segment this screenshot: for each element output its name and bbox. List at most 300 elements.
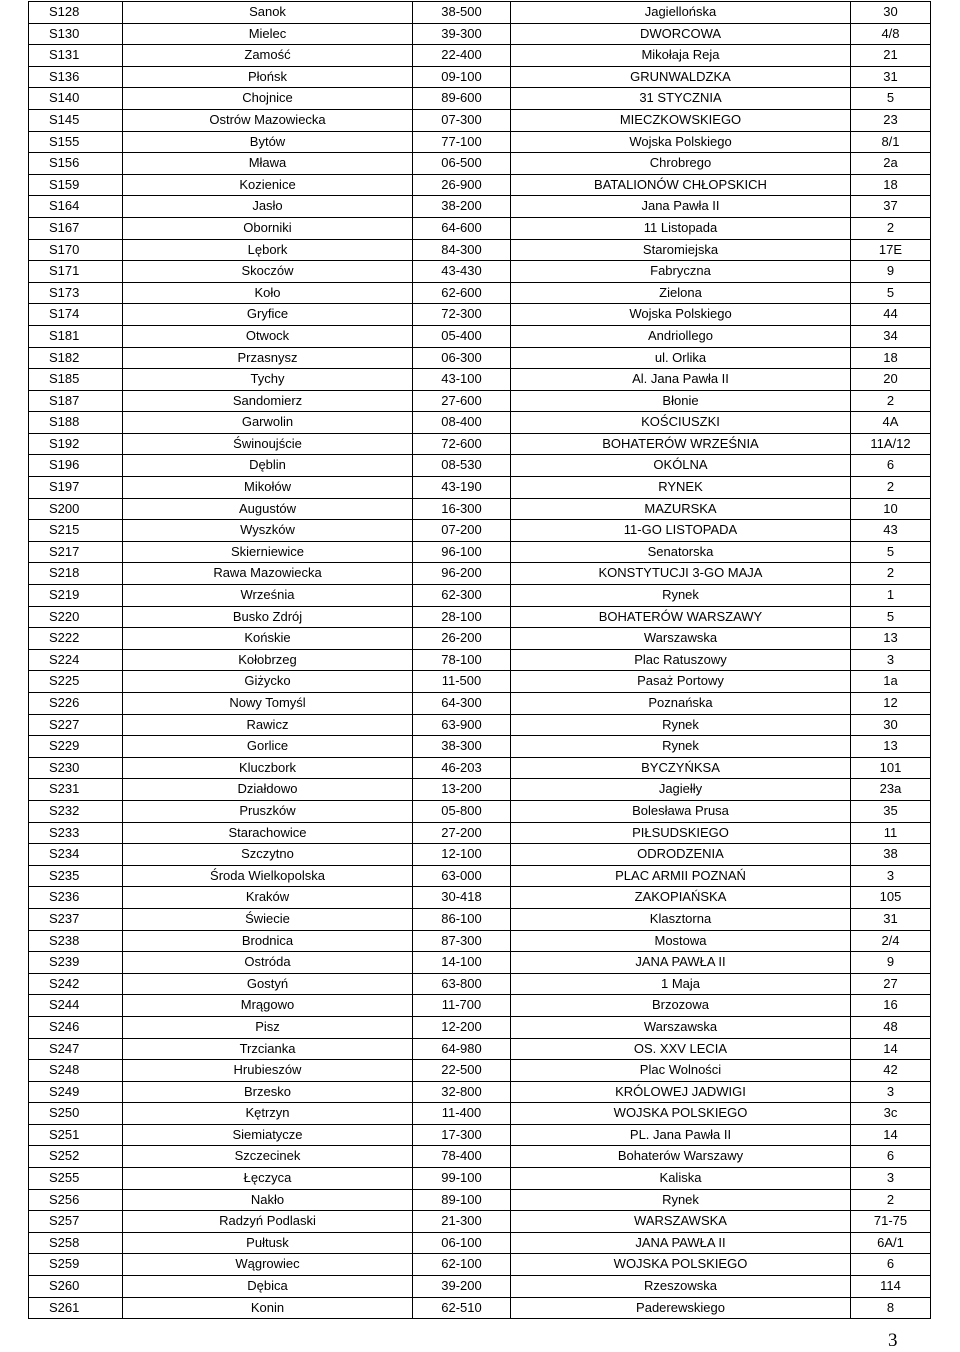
postal-code-cell: 64-600 [413, 217, 511, 239]
building-number-cell: 31 [851, 66, 931, 88]
table-row [29, 282, 931, 304]
city-cell: Nowy Tomyśl [123, 693, 413, 715]
postal-code-cell: 43-430 [413, 261, 511, 283]
city-cell: Nakło [123, 1189, 413, 1211]
postal-code-cell: 78-400 [413, 1146, 511, 1168]
table-row [29, 779, 931, 801]
postal-code-cell: 43-100 [413, 369, 511, 391]
table-row [29, 1146, 931, 1168]
table-row [29, 433, 931, 455]
location-code-cell: S128 [29, 2, 123, 24]
table-row [29, 174, 931, 196]
location-code-cell: S230 [29, 757, 123, 779]
city-cell: Koło [123, 282, 413, 304]
location-code-cell: S156 [29, 153, 123, 175]
city-cell: Ostróda [123, 952, 413, 974]
postal-code-cell: 07-300 [413, 109, 511, 131]
table-row [29, 1081, 931, 1103]
city-cell: Działdowo [123, 779, 413, 801]
table-row [29, 1211, 931, 1233]
location-code-cell: S259 [29, 1254, 123, 1276]
location-code-cell: S227 [29, 714, 123, 736]
street-cell: Andriollego [511, 325, 851, 347]
street-cell: Paderewskiego [511, 1297, 851, 1319]
street-cell: Senatorska [511, 541, 851, 563]
postal-code-cell: 11-400 [413, 1103, 511, 1125]
city-cell: Jasło [123, 196, 413, 218]
building-number-cell: 21 [851, 45, 931, 67]
city-cell: Busko Zdrój [123, 606, 413, 628]
location-code-cell: S261 [29, 1297, 123, 1319]
city-cell: Skierniewice [123, 541, 413, 563]
table-row [29, 693, 931, 715]
city-cell: Mława [123, 153, 413, 175]
city-cell: Mielec [123, 23, 413, 45]
postal-code-cell: 22-400 [413, 45, 511, 67]
location-code-cell: S167 [29, 217, 123, 239]
postal-code-cell: 72-600 [413, 433, 511, 455]
table-row [29, 23, 931, 45]
location-code-cell: S182 [29, 347, 123, 369]
street-cell: RYNEK [511, 477, 851, 499]
street-cell: MAZURSKA [511, 498, 851, 520]
street-cell: Jana Pawła II [511, 196, 851, 218]
location-code-cell: S250 [29, 1103, 123, 1125]
location-code-cell: S255 [29, 1168, 123, 1190]
table-row [29, 1254, 931, 1276]
location-code-cell: S226 [29, 693, 123, 715]
location-code-cell: S215 [29, 520, 123, 542]
city-cell: Mrągowo [123, 995, 413, 1017]
location-code-cell: S220 [29, 606, 123, 628]
city-cell: Pułtusk [123, 1232, 413, 1254]
location-code-cell: S200 [29, 498, 123, 520]
location-code-cell: S231 [29, 779, 123, 801]
postal-code-cell: 06-500 [413, 153, 511, 175]
building-number-cell: 2 [851, 1189, 931, 1211]
building-number-cell: 4A [851, 412, 931, 434]
city-cell: Szczytno [123, 844, 413, 866]
street-cell: Rynek [511, 585, 851, 607]
table-row [29, 1060, 931, 1082]
city-cell: Chojnice [123, 88, 413, 110]
location-code-cell: S222 [29, 628, 123, 650]
table-row [29, 347, 931, 369]
building-number-cell: 30 [851, 714, 931, 736]
street-cell: Rynek [511, 714, 851, 736]
street-cell: PLAC ARMII POZNAŃ [511, 865, 851, 887]
building-number-cell: 5 [851, 541, 931, 563]
location-code-cell: S252 [29, 1146, 123, 1168]
building-number-cell: 37 [851, 196, 931, 218]
location-code-cell: S244 [29, 995, 123, 1017]
location-code-cell: S224 [29, 649, 123, 671]
table-row [29, 498, 931, 520]
street-cell: ODRODZENIA [511, 844, 851, 866]
street-cell: Bohaterów Warszawy [511, 1146, 851, 1168]
city-cell: Łęczyca [123, 1168, 413, 1190]
building-number-cell: 30 [851, 2, 931, 24]
location-code-cell: S185 [29, 369, 123, 391]
city-cell: Środa Wielkopolska [123, 865, 413, 887]
postal-code-cell: 08-530 [413, 455, 511, 477]
street-cell: PIŁSUDSKIEGO [511, 822, 851, 844]
postal-code-cell: 12-200 [413, 1016, 511, 1038]
postal-code-cell: 11-500 [413, 671, 511, 693]
table-row [29, 585, 931, 607]
building-number-cell: 48 [851, 1016, 931, 1038]
building-number-cell: 2 [851, 477, 931, 499]
postal-code-cell: 27-200 [413, 822, 511, 844]
table-row [29, 563, 931, 585]
location-code-cell: S173 [29, 282, 123, 304]
city-cell: Mikołów [123, 477, 413, 499]
city-cell: Kołobrzeg [123, 649, 413, 671]
table-row [29, 1038, 931, 1060]
building-number-cell: 5 [851, 88, 931, 110]
location-code-cell: S229 [29, 736, 123, 758]
building-number-cell: 2 [851, 390, 931, 412]
building-number-cell: 3 [851, 1081, 931, 1103]
building-number-cell: 101 [851, 757, 931, 779]
postal-code-cell: 27-600 [413, 390, 511, 412]
building-number-cell: 6 [851, 1254, 931, 1276]
building-number-cell: 31 [851, 908, 931, 930]
city-cell: Brzesko [123, 1081, 413, 1103]
city-cell: Kozienice [123, 174, 413, 196]
postal-code-cell: 07-200 [413, 520, 511, 542]
table-row [29, 844, 931, 866]
location-code-cell: S187 [29, 390, 123, 412]
location-code-cell: S159 [29, 174, 123, 196]
street-cell: MIECZKOWSKIEGO [511, 109, 851, 131]
city-cell: Giżycko [123, 671, 413, 693]
postal-code-cell: 63-000 [413, 865, 511, 887]
building-number-cell: 8 [851, 1297, 931, 1319]
postal-code-cell: 38-500 [413, 2, 511, 24]
building-number-cell: 9 [851, 261, 931, 283]
postal-code-cell: 13-200 [413, 779, 511, 801]
building-number-cell: 9 [851, 952, 931, 974]
building-number-cell: 105 [851, 887, 931, 909]
street-cell: Jagiełły [511, 779, 851, 801]
street-cell: JANA PAWŁA II [511, 1232, 851, 1254]
building-number-cell: 1 [851, 585, 931, 607]
address-table-body [29, 2, 931, 1319]
building-number-cell: 23 [851, 109, 931, 131]
table-row [29, 520, 931, 542]
city-cell: Sandomierz [123, 390, 413, 412]
city-cell: Gorlice [123, 736, 413, 758]
location-code-cell: S164 [29, 196, 123, 218]
location-code-cell: S260 [29, 1276, 123, 1298]
city-cell: Kętrzyn [123, 1103, 413, 1125]
city-cell: Końskie [123, 628, 413, 650]
city-cell: Przasnysz [123, 347, 413, 369]
location-code-cell: S181 [29, 325, 123, 347]
street-cell: Wojska Polskiego [511, 304, 851, 326]
building-number-cell: 27 [851, 973, 931, 995]
building-number-cell: 17E [851, 239, 931, 261]
table-row [29, 757, 931, 779]
location-code-cell: S170 [29, 239, 123, 261]
location-code-cell: S219 [29, 585, 123, 607]
city-cell: Otwock [123, 325, 413, 347]
location-code-cell: S145 [29, 109, 123, 131]
postal-code-cell: 05-800 [413, 800, 511, 822]
street-cell: Plac Ratuszowy [511, 649, 851, 671]
location-code-cell: S218 [29, 563, 123, 585]
table-row [29, 1124, 931, 1146]
table-row [29, 1016, 931, 1038]
city-cell: Pruszków [123, 800, 413, 822]
building-number-cell: 2a [851, 153, 931, 175]
street-cell: Chrobrego [511, 153, 851, 175]
location-code-cell: S192 [29, 433, 123, 455]
city-cell: Wyszków [123, 520, 413, 542]
building-number-cell: 2 [851, 563, 931, 585]
table-row [29, 606, 931, 628]
table-row [29, 973, 931, 995]
location-code-cell: S155 [29, 131, 123, 153]
postal-code-cell: 12-100 [413, 844, 511, 866]
building-number-cell: 16 [851, 995, 931, 1017]
street-cell: OKÓLNA [511, 455, 851, 477]
table-row [29, 1103, 931, 1125]
postal-code-cell: 05-400 [413, 325, 511, 347]
table-row [29, 908, 931, 930]
street-cell: OS. XXV LECIA [511, 1038, 851, 1060]
building-number-cell: 2/4 [851, 930, 931, 952]
city-cell: Kraków [123, 887, 413, 909]
table-row [29, 2, 931, 24]
street-cell: 1 Maja [511, 973, 851, 995]
building-number-cell: 4/8 [851, 23, 931, 45]
building-number-cell: 11A/12 [851, 433, 931, 455]
location-code-cell: S249 [29, 1081, 123, 1103]
building-number-cell: 34 [851, 325, 931, 347]
location-code-cell: S174 [29, 304, 123, 326]
postal-code-cell: 63-800 [413, 973, 511, 995]
table-row [29, 88, 931, 110]
building-number-cell: 71-75 [851, 1211, 931, 1233]
street-cell: Warszawska [511, 1016, 851, 1038]
location-code-cell: S237 [29, 908, 123, 930]
postal-code-cell: 26-900 [413, 174, 511, 196]
postal-code-cell: 28-100 [413, 606, 511, 628]
table-row [29, 736, 931, 758]
address-table [28, 1, 931, 1319]
table-row [29, 217, 931, 239]
street-cell: ul. Orlika [511, 347, 851, 369]
city-cell: Pisz [123, 1016, 413, 1038]
building-number-cell: 42 [851, 1060, 931, 1082]
location-code-cell: S236 [29, 887, 123, 909]
street-cell: Al. Jana Pawła II [511, 369, 851, 391]
building-number-cell: 5 [851, 606, 931, 628]
table-row [29, 325, 931, 347]
postal-code-cell: 89-600 [413, 88, 511, 110]
table-row [29, 995, 931, 1017]
building-number-cell: 43 [851, 520, 931, 542]
postal-code-cell: 86-100 [413, 908, 511, 930]
postal-code-cell: 46-203 [413, 757, 511, 779]
table-row [29, 800, 931, 822]
table-row [29, 541, 931, 563]
postal-code-cell: 32-800 [413, 1081, 511, 1103]
location-code-cell: S188 [29, 412, 123, 434]
street-cell: Rzeszowska [511, 1276, 851, 1298]
postal-code-cell: 08-400 [413, 412, 511, 434]
building-number-cell: 38 [851, 844, 931, 866]
table-row [29, 261, 931, 283]
location-code-cell: S217 [29, 541, 123, 563]
building-number-cell: 14 [851, 1124, 931, 1146]
table-row [29, 1232, 931, 1254]
location-code-cell: S235 [29, 865, 123, 887]
table-row [29, 66, 931, 88]
building-number-cell: 12 [851, 693, 931, 715]
building-number-cell: 6 [851, 455, 931, 477]
street-cell: 11 Listopada [511, 217, 851, 239]
postal-code-cell: 43-190 [413, 477, 511, 499]
location-code-cell: S258 [29, 1232, 123, 1254]
street-cell: Staromiejska [511, 239, 851, 261]
table-row [29, 153, 931, 175]
city-cell: Września [123, 585, 413, 607]
table-row [29, 196, 931, 218]
city-cell: Augustów [123, 498, 413, 520]
table-row [29, 390, 931, 412]
postal-code-cell: 39-300 [413, 23, 511, 45]
table-row [29, 649, 931, 671]
city-cell: Oborniki [123, 217, 413, 239]
city-cell: Brodnica [123, 930, 413, 952]
city-cell: Starachowice [123, 822, 413, 844]
city-cell: Szczecinek [123, 1146, 413, 1168]
street-cell: KOŚCIUSZKI [511, 412, 851, 434]
postal-code-cell: 62-300 [413, 585, 511, 607]
city-cell: Dębica [123, 1276, 413, 1298]
building-number-cell: 1a [851, 671, 931, 693]
postal-code-cell: 96-200 [413, 563, 511, 585]
city-cell: Tychy [123, 369, 413, 391]
building-number-cell: 13 [851, 736, 931, 758]
table-row [29, 239, 931, 261]
table-row [29, 887, 931, 909]
street-cell: 11-GO LISTOPADA [511, 520, 851, 542]
postal-code-cell: 14-100 [413, 952, 511, 974]
postal-code-cell: 64-300 [413, 693, 511, 715]
postal-code-cell: 39-200 [413, 1276, 511, 1298]
location-code-cell: S232 [29, 800, 123, 822]
street-cell: Rynek [511, 1189, 851, 1211]
postal-code-cell: 30-418 [413, 887, 511, 909]
building-number-cell: 3c [851, 1103, 931, 1125]
postal-code-cell: 16-300 [413, 498, 511, 520]
city-cell: Kluczbork [123, 757, 413, 779]
city-cell: Ostrów Mazowiecka [123, 109, 413, 131]
street-cell: Fabryczna [511, 261, 851, 283]
table-row [29, 109, 931, 131]
table-row [29, 714, 931, 736]
table-row [29, 369, 931, 391]
street-cell: ZAKOPIAŃSKA [511, 887, 851, 909]
building-number-cell: 8/1 [851, 131, 931, 153]
postal-code-cell: 77-100 [413, 131, 511, 153]
page-number: 3 [888, 1330, 898, 1351]
street-cell: Warszawska [511, 628, 851, 650]
street-cell: BOHATERÓW WRZEŚNIA [511, 433, 851, 455]
postal-code-cell: 78-100 [413, 649, 511, 671]
postal-code-cell: 22-500 [413, 1060, 511, 1082]
building-number-cell: 18 [851, 174, 931, 196]
street-cell: Kaliska [511, 1168, 851, 1190]
building-number-cell: 20 [851, 369, 931, 391]
postal-code-cell: 72-300 [413, 304, 511, 326]
building-number-cell: 3 [851, 1168, 931, 1190]
location-code-cell: S197 [29, 477, 123, 499]
street-cell: KRÓLOWEJ JADWIGI [511, 1081, 851, 1103]
street-cell: Mikołaja Reja [511, 45, 851, 67]
building-number-cell: 6A/1 [851, 1232, 931, 1254]
city-cell: Garwolin [123, 412, 413, 434]
building-number-cell: 11 [851, 822, 931, 844]
building-number-cell: 3 [851, 649, 931, 671]
street-cell: Bolesława Prusa [511, 800, 851, 822]
postal-code-cell: 09-100 [413, 66, 511, 88]
table-row [29, 477, 931, 499]
location-code-cell: S257 [29, 1211, 123, 1233]
street-cell: WOJSKA POLSKIEGO [511, 1103, 851, 1125]
table-row [29, 930, 931, 952]
street-cell: WARSZAWSKA [511, 1211, 851, 1233]
location-code-cell: S238 [29, 930, 123, 952]
postal-code-cell: 17-300 [413, 1124, 511, 1146]
building-number-cell: 10 [851, 498, 931, 520]
table-row [29, 865, 931, 887]
postal-code-cell: 96-100 [413, 541, 511, 563]
location-code-cell: S246 [29, 1016, 123, 1038]
table-row [29, 1168, 931, 1190]
city-cell: Trzcianka [123, 1038, 413, 1060]
table-row [29, 671, 931, 693]
postal-code-cell: 62-600 [413, 282, 511, 304]
building-number-cell: 3 [851, 865, 931, 887]
city-cell: Świnoujście [123, 433, 413, 455]
city-cell: Rawicz [123, 714, 413, 736]
building-number-cell: 44 [851, 304, 931, 326]
location-code-cell: S196 [29, 455, 123, 477]
building-number-cell: 2 [851, 217, 931, 239]
city-cell: Gostyń [123, 973, 413, 995]
street-cell: GRUNWALDZKA [511, 66, 851, 88]
postal-code-cell: 06-100 [413, 1232, 511, 1254]
building-number-cell: 5 [851, 282, 931, 304]
postal-code-cell: 06-300 [413, 347, 511, 369]
location-code-cell: S171 [29, 261, 123, 283]
street-cell: KONSTYTUCJI 3-GO MAJA [511, 563, 851, 585]
table-row [29, 131, 931, 153]
location-code-cell: S136 [29, 66, 123, 88]
postal-code-cell: 38-200 [413, 196, 511, 218]
location-code-cell: S242 [29, 973, 123, 995]
street-cell: Klasztorna [511, 908, 851, 930]
street-cell: 31 STYCZNIA [511, 88, 851, 110]
city-cell: Wągrowiec [123, 1254, 413, 1276]
city-cell: Płońsk [123, 66, 413, 88]
location-code-cell: S233 [29, 822, 123, 844]
